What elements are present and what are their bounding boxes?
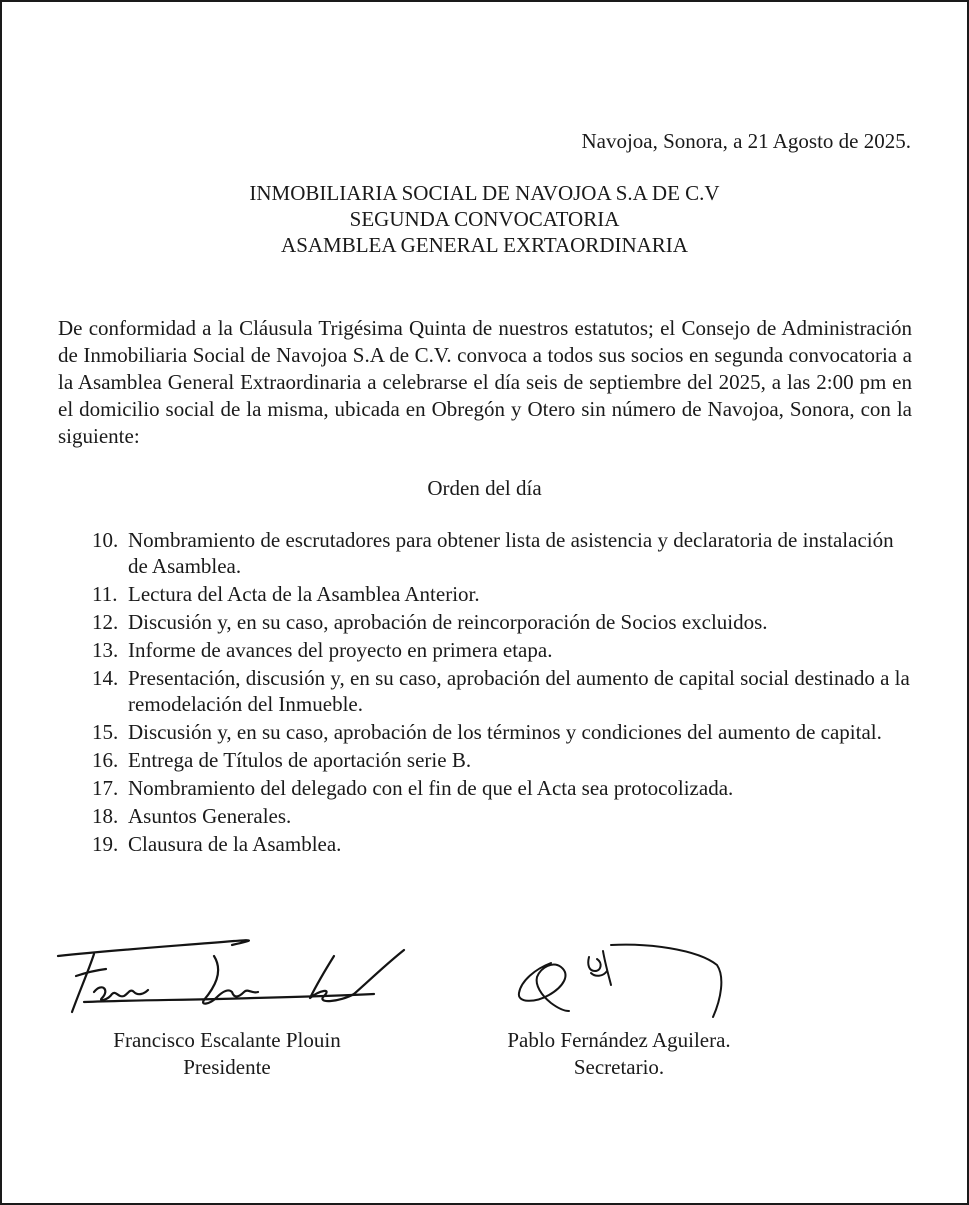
president-name: Francisco Escalante Plouin [113,1028,341,1052]
agenda-item [92,775,912,801]
president-role: Presidente [183,1055,271,1079]
agenda-item-number: 11. [92,582,118,606]
assembly-title: ASAMBLEA GENERAL EXRTAORDINARIA [281,233,688,257]
agenda-item [92,719,912,745]
agenda-item-number: 17. [92,776,119,800]
agenda-item-number: 13. [92,638,119,662]
agenda-item [92,665,912,717]
agenda-item [92,831,912,857]
secretary-signature-block [474,1027,764,1081]
agenda-item-number: 15. [92,720,119,744]
president-signature-block [62,1027,392,1081]
document-heading [2,180,967,258]
agenda-item-text: Informe de avances del proyecto en primera etapa. [128,638,553,662]
agenda-item-text: Clausura de la Asamblea. [128,832,342,856]
agenda-item-number: 12. [92,610,119,634]
secretary-role: Secretario. [573,1055,665,1079]
company-name: INMOBILIARIA SOCIAL DE NAVOJOA S.A DE C.V [249,181,720,205]
convocation-title: SEGUNDA CONVOCATORIA [349,207,620,231]
president-signature [54,932,410,1018]
agenda-item-text: Lectura del Acta de la Asamblea Anterior. [128,582,480,606]
agenda-item [92,527,912,579]
agenda-item [92,609,912,635]
agenda-item-text: Nombramiento de escrutadores para obtener lista de asistencia y declaratoria de instalación de Asamblea. [128,528,894,578]
agenda-item-number: 19. [92,832,119,856]
agenda-item-text: Discusión y, en su caso, aprobación de reincorporación de Socios excluidos. [128,610,768,634]
agenda-item [92,581,912,607]
agenda-item-text: Asuntos Generales. [128,804,292,828]
agenda-item-number: 18. [92,804,119,828]
agenda-title: Orden del día [427,476,542,500]
agenda-item-text: Entrega de Títulos de aportación serie B. [128,748,472,772]
secretary-signature [507,937,727,1019]
agenda-item-text: Discusión y, en su caso, aprobación de los términos y condiciones del aumento de capital. [128,720,882,744]
agenda-item [92,803,912,829]
agenda-item-number: 16. [92,748,119,772]
agenda-item [92,747,912,773]
agenda-item-number: 10. [92,528,119,552]
agenda-item-text: Nombramiento del delegado con el fin de que el Acta sea protocolizada. [128,776,734,800]
agenda-item-text: Presentación, discusión y, en su caso, aprobación del aumento de capital social destinado a la remodelación del Inmueble. [128,666,910,716]
convocation-paragraph: De conformidad a la Cláusula Trigésima Quinta de nuestros estatutos; el Consejo de Administración de Inmobiliaria Social de Navojoa S.A de C.V. convoca a todos sus socios en segunda convocatoria a la Asamblea General Extraordinaria a celebrarse el día seis de septiembre del 2025, a las 2:00 pm en el domicilio social de la misma, ubicada en Obregón y Otero sin número de Navojoa, Sonora, con la siguiente: [58,316,912,448]
secretary-name: Pablo Fernández Aguilera. [507,1028,731,1052]
agenda-item-number: 14. [92,666,119,690]
date-line: Navojoa, Sonora, a 21 Agosto de 2025. [581,129,911,153]
agenda-item [92,637,912,663]
agenda-list [92,527,912,859]
